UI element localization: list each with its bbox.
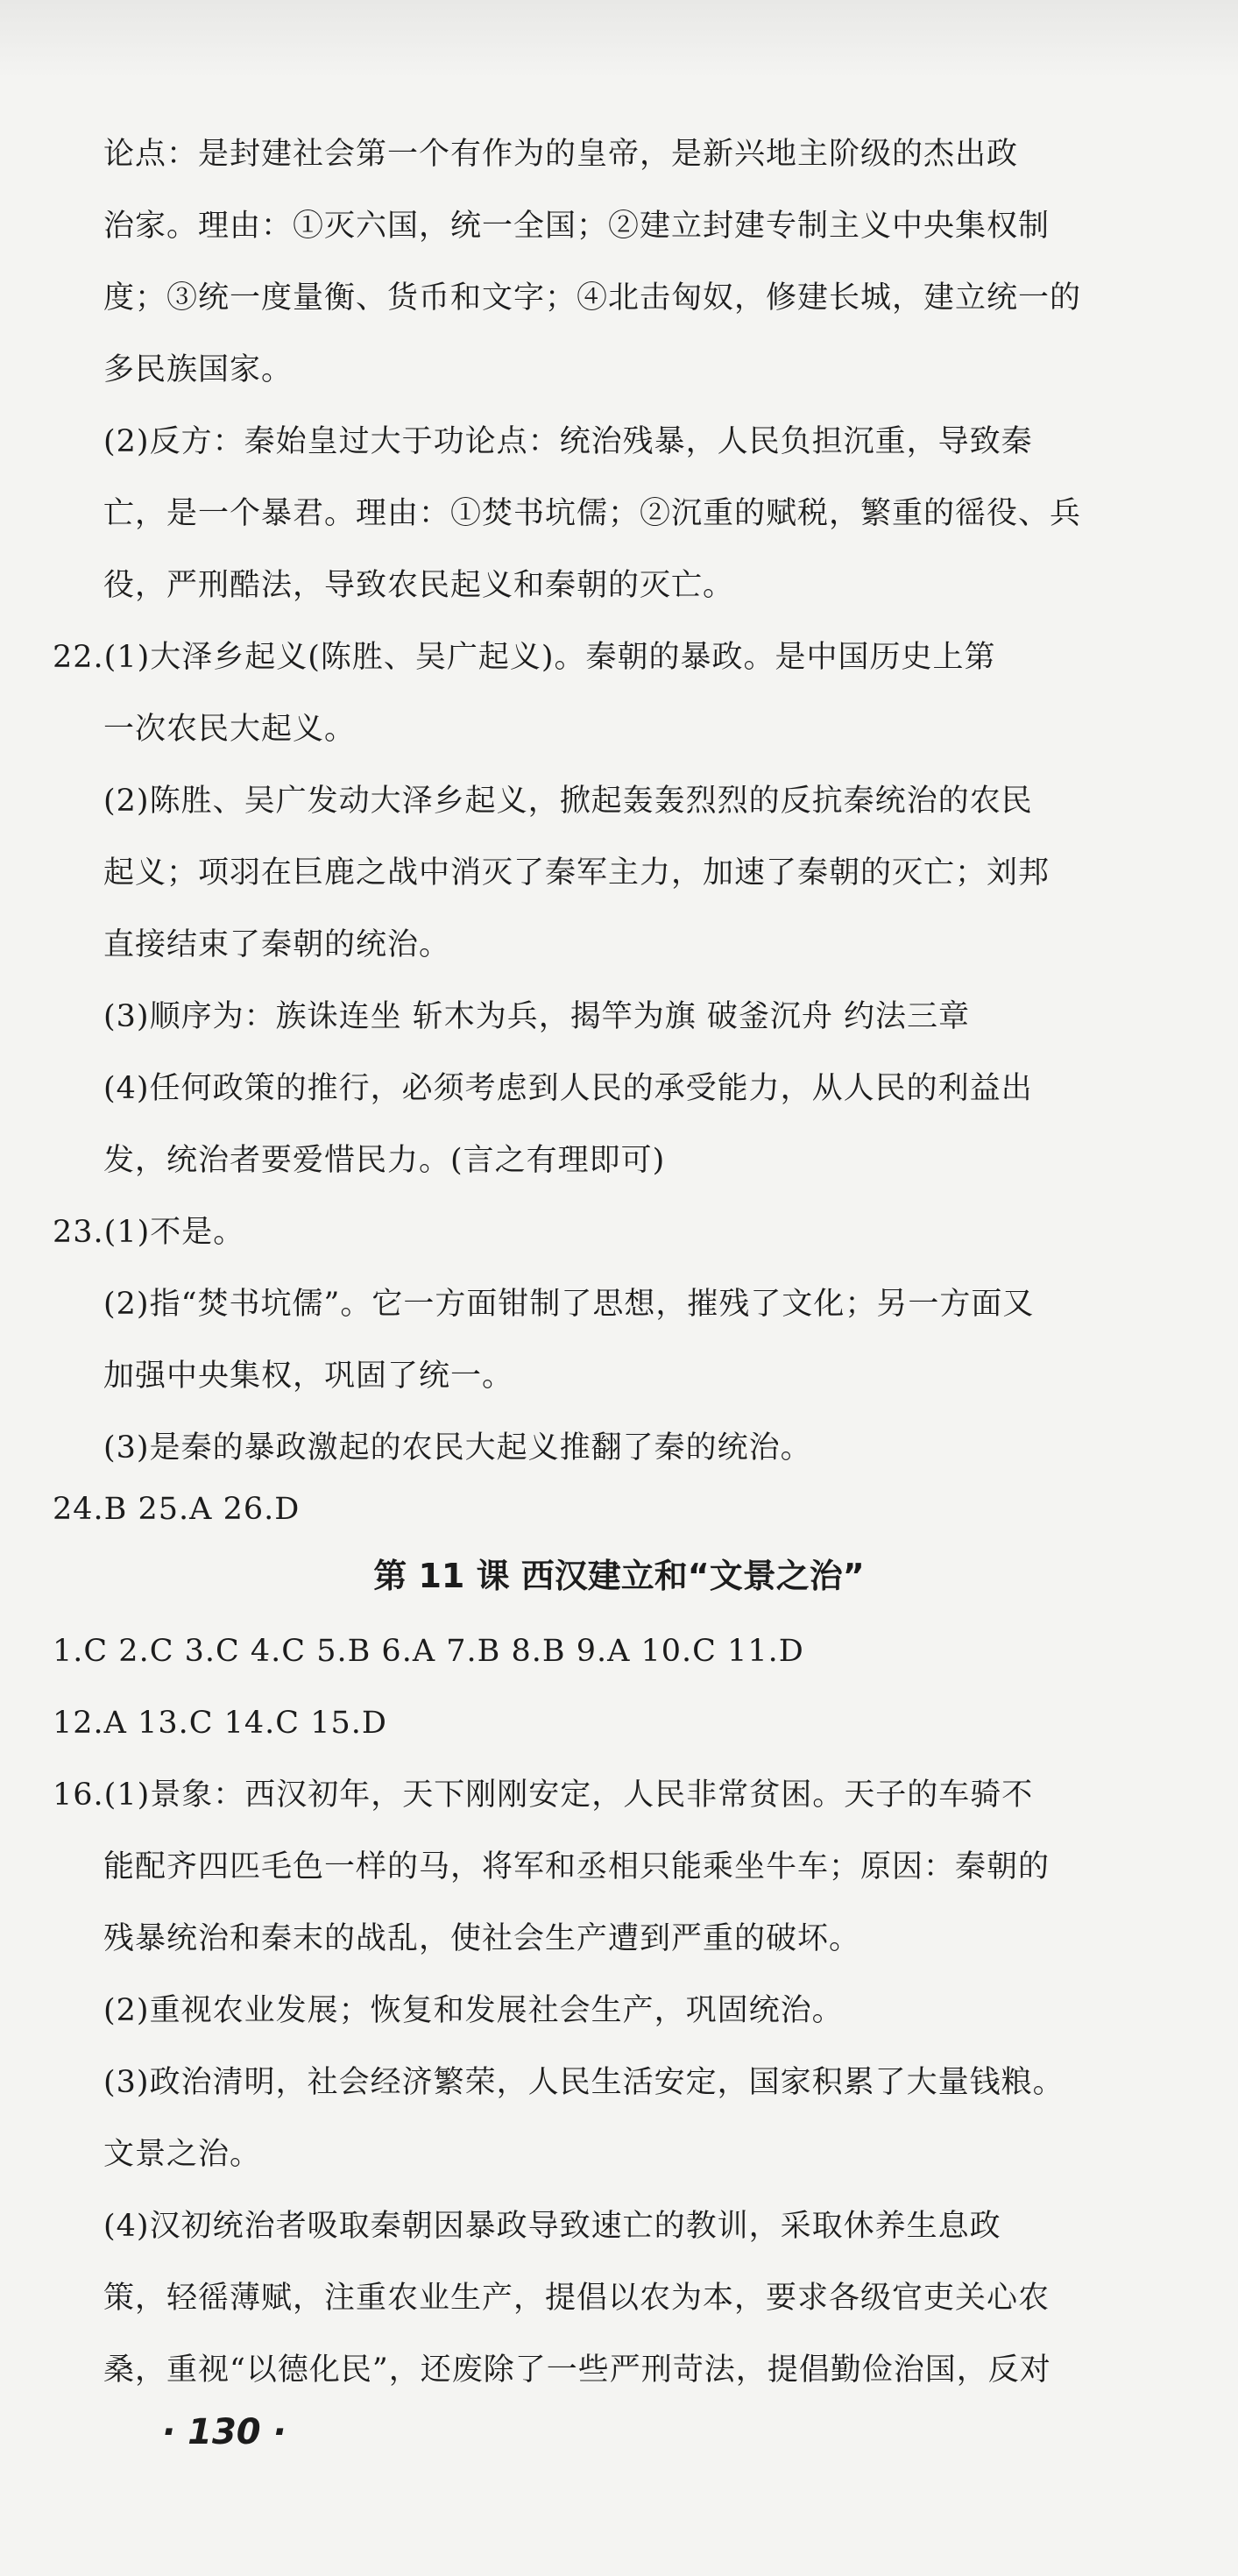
text-line: 能配齐四匹毛色一样的马，将军和丞相只能乘坐牛车；原因：秦朝的 bbox=[103, 1849, 1051, 1884]
text-line: 起义；项羽在巨鹿之战中消灭了秦军主力，加速了秦朝的灭亡；刘邦 bbox=[103, 855, 1051, 891]
text-line: 亡，是一个暴君。理由：①焚书坑儒；②沉重的赋税，繁重的徭役、兵 bbox=[103, 496, 1082, 531]
text-line: 24.B 25.A 26.D bbox=[53, 1492, 301, 1527]
text-line: 加强中央集权，巩固了统一。 bbox=[103, 1359, 514, 1394]
text-line: (2)陈胜、吴广发动大泽乡起义，掀起轰轰烈烈的反抗秦统治的农民 bbox=[103, 784, 1033, 819]
text-line: (2)反方：秦始皇过大于功论点：统治残暴，人民负担沉重，导致秦 bbox=[103, 424, 1033, 459]
page-number: · 130 · bbox=[162, 2412, 287, 2452]
text-line: 一次农民大起义。 bbox=[103, 712, 357, 747]
scan-top-band bbox=[0, 0, 1238, 79]
text-line: (2)指“焚书坑儒”。它一方面钳制了思想，摧残了文化；另一方面又 bbox=[103, 1287, 1035, 1322]
text-line: (4)任何政策的推行，必须考虑到人民的承受能力，从人民的利益出 bbox=[103, 1071, 1033, 1106]
text-line: 治家。理由：①灭六国，统一全国；②建立封建专制主义中央集权制 bbox=[103, 209, 1051, 244]
text-line: (4)汉初统治者吸取秦朝因暴政导致速亡的教训，采取休养生息政 bbox=[103, 2209, 1001, 2244]
text-line: 残暴统治和秦末的战乱，使社会生产遭到严重的破坏。 bbox=[103, 1921, 861, 1956]
text-line: (3)是秦的暴政激起的农民大起义推翻了秦的统治。 bbox=[103, 1430, 812, 1465]
text-line: 发，统治者要爱惜民力。(言之有理即可) bbox=[103, 1143, 666, 1178]
text-line: 役，严刑酷法，导致农民起义和秦朝的灭亡。 bbox=[103, 568, 735, 603]
text-line: 1.C 2.C 3.C 4.C 5.B 6.A 7.B 8.B 9.A 10.C 11.D bbox=[53, 1634, 804, 1669]
text-line: 桑，重视“以德化民”，还废除了一些严刑苛法，提倡勤俭治国，反对 bbox=[103, 2352, 1051, 2388]
lesson-heading: 第 11 课 西汉建立和“文景之治” bbox=[373, 1557, 865, 1595]
text-line: 策，轻徭薄赋，注重农业生产，提倡以农为本，要求各级官吏关心农 bbox=[103, 2281, 1051, 2316]
text-line: 文景之治。 bbox=[103, 2137, 262, 2172]
text-line: (3)顺序为：族诛连坐 斩木为兵，揭竿为旗 破釜沉舟 约法三章 bbox=[103, 999, 970, 1034]
text-line: 论点：是封建社会第一个有作为的皇帝，是新兴地主阶级的杰出政 bbox=[103, 137, 1019, 172]
text-line: 23.(1)不是。 bbox=[53, 1215, 245, 1250]
text-line: (2)重视农业发展；恢复和发展社会生产，巩固统治。 bbox=[103, 1993, 844, 2028]
text-line: 直接结束了秦朝的统治。 bbox=[103, 927, 451, 962]
text-line: 多民族国家。 bbox=[103, 352, 294, 387]
text-line: 12.A 13.C 14.C 15.D bbox=[53, 1706, 387, 1741]
text-line: 度；③统一度量衡、货币和文字；④北击匈奴，修建长城，建立统一的 bbox=[103, 280, 1082, 316]
text-line: (3)政治清明，社会经济繁荣，人民生活安定，国家积累了大量钱粮。 bbox=[103, 2065, 1065, 2100]
text-line: 16.(1)景象：西汉初年，天下刚刚安定，人民非常贫困。天子的车骑不 bbox=[53, 1778, 1034, 1813]
text-line: 22.(1)大泽乡起义(陈胜、吴广起义)。秦朝的暴政。是中国历史上第 bbox=[53, 640, 996, 675]
